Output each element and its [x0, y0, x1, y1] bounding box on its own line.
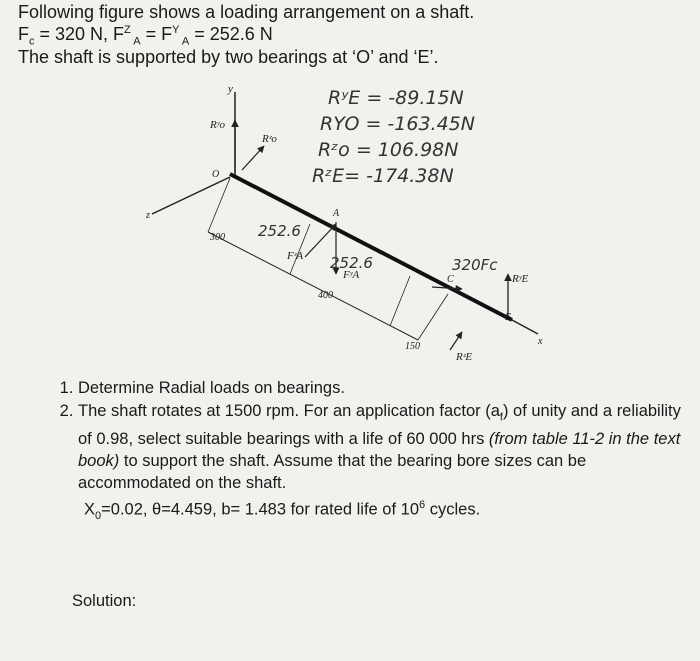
z-axis-line: [152, 177, 230, 214]
rze-arrow: [450, 332, 462, 350]
hand-rze: RᶻE= -174.38N: [312, 165, 454, 187]
x-axis-line: [512, 320, 538, 334]
fza-arrow: [305, 224, 336, 257]
question-1: 1. Determine Radial loads on bearings.: [78, 377, 698, 399]
problem-intro-line: Following figure shows a loading arrangement on a shaft.: [18, 2, 475, 22]
rzo-label: Rᶻo: [262, 133, 277, 145]
fza-label: FᶻA: [287, 250, 304, 262]
dim-300-label: 300: [210, 232, 225, 243]
x-axis-label: x: [538, 336, 543, 347]
z-axis-label: z: [146, 210, 150, 221]
question-list: [52, 377, 698, 495]
hand-rye: RʸE = -89.15N: [328, 87, 464, 109]
point-a-label: A: [333, 208, 340, 219]
bearing-support-line: The shaft is supported by two bearings at ‘O’ and ‘E’.: [18, 47, 439, 67]
origin-o-label: O: [212, 169, 220, 180]
hand-fa-left: 252.6: [258, 222, 301, 240]
y-axis-label: y: [228, 83, 233, 95]
bearing-parameters-line: $X_0=0.02$, θ=4.459, b= 1.483 for rated life of $10^6$ cycles.: [84, 499, 481, 522]
hand-ryo: RYO = -163.45N: [320, 113, 475, 135]
rzo-arrow: [242, 146, 264, 170]
force-values-line: $F_c = 320$ N, $F^Z$ $_A = F^Y$ $_A$ = 252.6 N: [18, 24, 273, 48]
hand-fc: 320Fc: [452, 256, 498, 274]
shaft-loading-diagram: [140, 72, 560, 372]
question-2: 2. The shaft rotates at 1500 rpm. For an application factor $(a_f)$ of unity and a reliability of 0.98, select suitable bearings with a life of 60 000 hrs (from table 11-2 in the text book) to support the shaft. Assume that the bearing bore sizes can be accommodated on the shaft.: [78, 400, 698, 494]
dim-400-label: 400: [318, 290, 333, 301]
ryo-label: Rʸo: [210, 119, 226, 131]
solution-label: Solution:: [72, 592, 137, 610]
shaft-line: [230, 174, 512, 320]
rye-label: RʸE: [512, 273, 529, 285]
hand-fa-mid: 252.6: [330, 254, 373, 272]
fya-label: FʸA: [343, 269, 360, 281]
point-e-label: E: [505, 312, 512, 323]
point-c-label: C: [447, 274, 454, 285]
dim-150-label: 150: [405, 341, 420, 352]
rze-label: RᶻE: [456, 351, 473, 363]
hand-rzo: Rᶻo = 106.98N: [318, 139, 459, 161]
